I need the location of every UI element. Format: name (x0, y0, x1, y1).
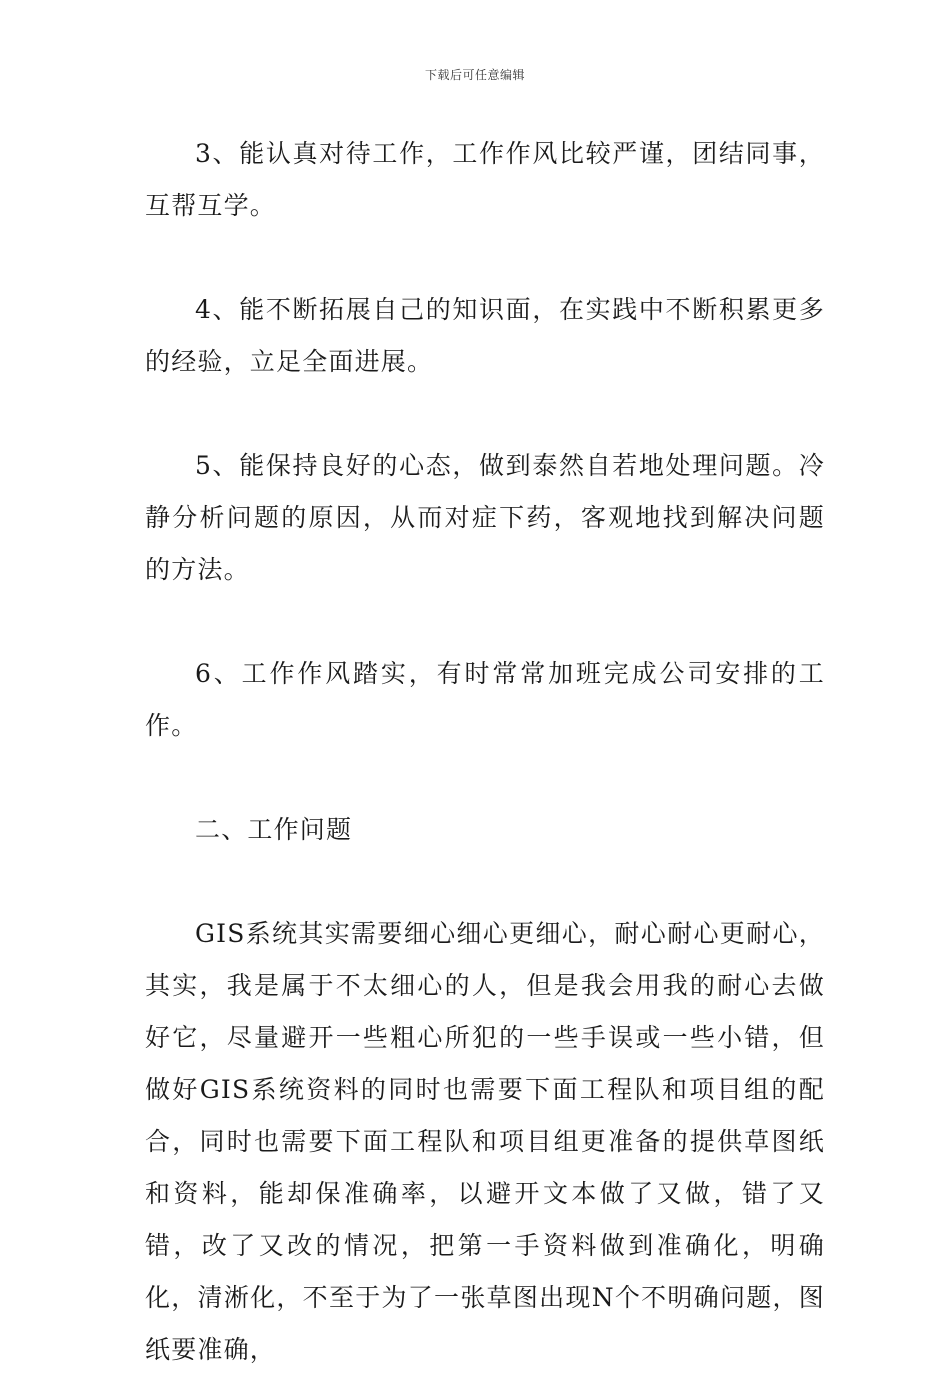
paragraph-gap (145, 596, 825, 648)
paragraph-item-3: 3、能认真对待工作，工作作风比较严谨，团结同事，互帮互学。 (145, 139, 825, 220)
page-header-note: 下载后可任意编辑 (424, 68, 525, 82)
document-body (145, 128, 825, 1376)
paragraph-item-4: 4、能不断拓展自己的知识面，在实践中不断积累更多的经验，立足全面进展。 (145, 295, 825, 376)
paragraph-gap (145, 388, 825, 440)
paragraph-item-5: 5、能保持良好的心态，做到泰然自若地处理问题。冷静分析问题的原因，从而对症下药，客观地找到解决问题的方法。 (145, 451, 825, 584)
paragraph-gap (145, 232, 825, 284)
paragraph-item-6: 6、工作作风踏实，有时常常加班完成公司安排的工作。 (145, 659, 825, 740)
paragraph-gap (145, 856, 825, 908)
section-heading-work-problems: 二、工作问题 (195, 815, 353, 844)
paragraph-gis-system: GIS系统其实需要细心细心更细心，耐心耐心更耐心，其实，我是属于不太细心的人，但是我会用我的耐心去做好它，尽量避开一些粗心所犯的一些手误或一些小错，但做好GIS系统资料的同时也需要下面工程队和项目组的配合，同时也需要下面工程队和项目组更准备的提供草图纸和资料，能却保准确率，以避开文本做了又做，错了又错，改了又改的情况，把第一手资料做到准确化，明确化，清淅化，不至于为了一张草图出现N个不明确问题，图纸要准确， (145, 919, 825, 1364)
paragraph-gap (145, 752, 825, 804)
